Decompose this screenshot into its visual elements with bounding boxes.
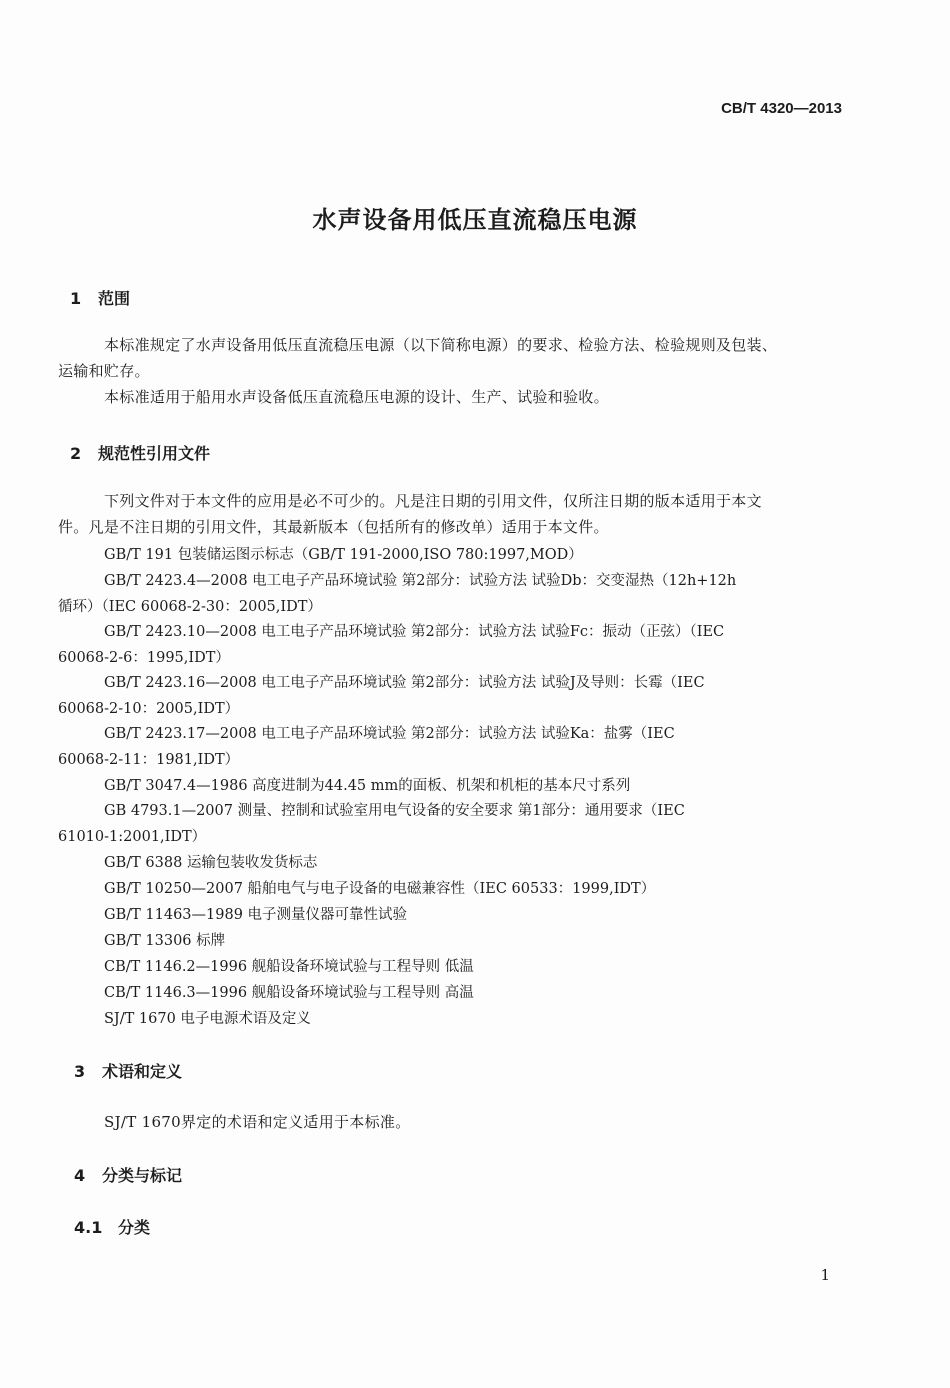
- reference-item: GB/T 2423.17—2008 电工电子产品环境试验 第2部分：试验方法 试验Ka：盐雾（IEC: [104, 726, 675, 742]
- document-code: CB/T 4320—2013: [721, 100, 842, 117]
- section-title: 范围: [98, 289, 131, 308]
- section-number: 4.1: [74, 1218, 103, 1237]
- reference-item: GB/T 11463—1989 电子测量仪器可靠性试验: [104, 907, 408, 923]
- paragraph-line: 运输和贮存。: [58, 362, 150, 380]
- reference-item-continued: 60068-2-11：1981,IDT）: [58, 752, 240, 768]
- paragraph-line: 本标准适用于船用水声设备低压直流稳压电源的设计、生产、试验和验收。: [104, 388, 609, 406]
- section-title: 规范性引用文件: [98, 444, 211, 463]
- page-number: 1: [820, 1266, 830, 1284]
- reference-item: GB/T 3047.4—1986 高度进制为44.45 mm的面板、机架和机柜的基本尺寸系列: [104, 778, 631, 794]
- reference-item-continued: 61010-1:2001,IDT）: [58, 829, 207, 845]
- section-2-heading: [70, 441, 210, 464]
- reference-item-continued: 60068-2-10：2005,IDT）: [58, 701, 240, 717]
- reference-item: GB/T 2423.10—2008 电工电子产品环境试验 第2部分：试验方法 试验Fc：振动（正弦）（IEC: [104, 624, 725, 640]
- section-title: 分类与标记: [102, 1166, 183, 1185]
- section-1-heading: [70, 286, 130, 309]
- section-4-1-heading: [74, 1215, 150, 1238]
- reference-item: GB/T 2423.16—2008 电工电子产品环境试验 第2部分：试验方法 试验J及导则：长霉（IEC: [104, 675, 705, 691]
- section-number: 2: [70, 444, 82, 463]
- paragraph-line: 下列文件对于本文件的应用是必不可少的。凡是注日期的引用文件，仅所注日期的版本适用于本文: [104, 492, 762, 510]
- paragraph-line: 本标准规定了水声设备用低压直流稳压电源（以下简称电源）的要求、检验方法、检验规则及包装、: [104, 336, 778, 354]
- section-3-heading: [74, 1059, 182, 1082]
- section-title: 术语和定义: [102, 1062, 183, 1081]
- reference-item: GB/T 10250—2007 船舶电气与电子设备的电磁兼容性（IEC 60533：1999,IDT）: [104, 881, 656, 897]
- section-number: 1: [70, 289, 82, 308]
- reference-item: GB/T 6388 运输包装收发货标志: [104, 855, 318, 871]
- reference-item-continued: 60068-2-6：1995,IDT）: [58, 650, 230, 666]
- page-title: 水声设备用低压直流稳压电源: [312, 206, 638, 234]
- reference-item: GB 4793.1—2007 测量、控制和试验室用电气设备的安全要求 第1部分：通用要求（IEC: [104, 803, 685, 819]
- reference-item: CB/T 1146.2—1996 舰船设备环境试验与工程导则 低温: [104, 959, 474, 975]
- reference-item: SJ/T 1670 电子电源术语及定义: [104, 1011, 311, 1027]
- reference-item: CB/T 1146.3—1996 舰船设备环境试验与工程导则 高温: [104, 985, 474, 1001]
- section-4-heading: [74, 1163, 182, 1186]
- reference-item-continued: 循环）（IEC 60068-2-30：2005,IDT）: [58, 599, 322, 615]
- paragraph-line: SJ/T 1670界定的术语和定义适用于本标准。: [104, 1113, 411, 1131]
- paragraph-line: 件。凡是不注日期的引用文件，其最新版本（包括所有的修改单）适用于本文件。: [58, 518, 609, 536]
- reference-item: GB/T 13306 标牌: [104, 933, 226, 949]
- section-title: 分类: [118, 1218, 151, 1237]
- reference-item: GB/T 191 包装储运图示标志（GB/T 191-2000,ISO 780:1997,MOD）: [104, 547, 583, 563]
- section-number: 3: [74, 1062, 86, 1081]
- reference-item: GB/T 2423.4—2008 电工电子产品环境试验 第2部分：试验方法 试验Db：交变湿热（12h+12h: [104, 573, 737, 589]
- section-number: 4: [74, 1166, 86, 1185]
